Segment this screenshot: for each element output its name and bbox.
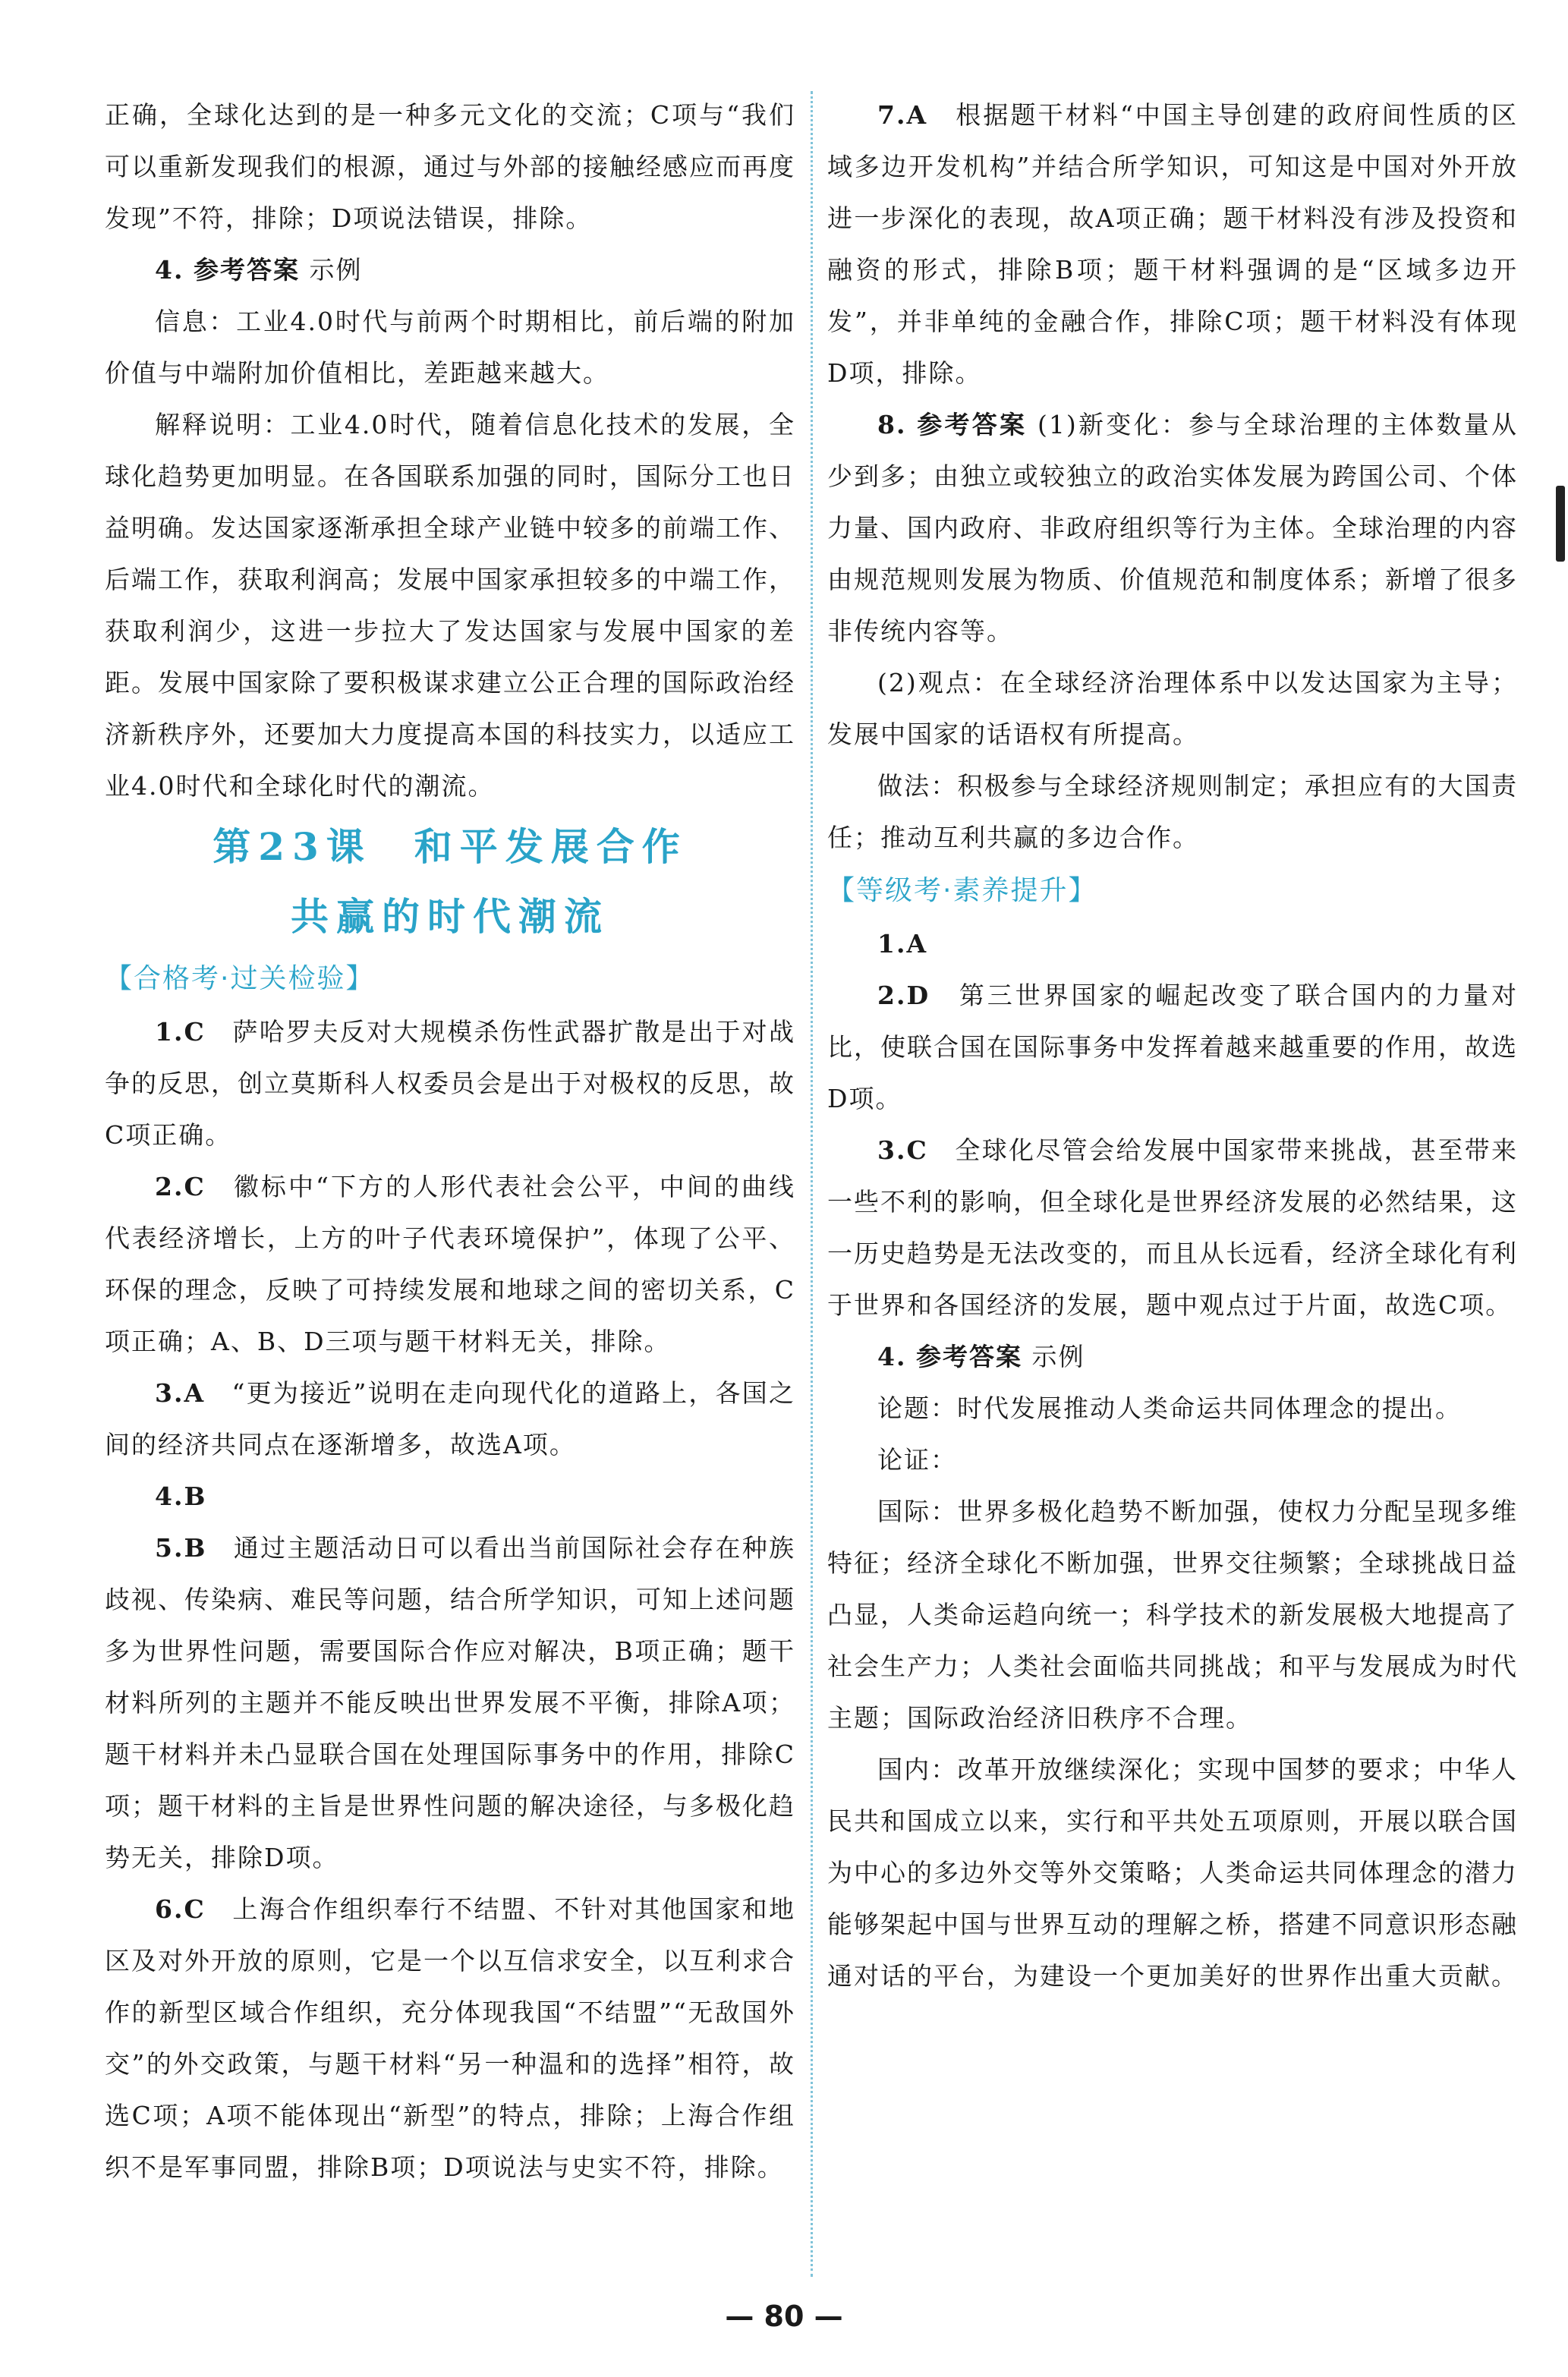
answer-item xyxy=(105,244,795,296)
answer-number: 8. xyxy=(877,410,907,439)
reference-answer-label: 参考答案 xyxy=(917,410,1028,439)
lesson-title-line2: 共赢的时代潮流 xyxy=(291,894,609,939)
reference-answer-label: 参考答案 xyxy=(915,1342,1022,1371)
continued-paragraph: 正确，全球化达到的是一种多元文化的交流；C项与“我们可以重新发现我们的根源，通过与外部的接触经感应而再度发现”不符，排除；D项说法错误，排除。 xyxy=(105,100,795,233)
answer-text: 萨哈罗夫反对大规模杀伤性武器扩散是出于对战争的反思，创立莫斯科人权委员会是出于对极权的反思，故C项正确。 xyxy=(105,1017,796,1150)
answer-item xyxy=(827,1331,1518,1383)
answer-number: 7.A xyxy=(877,100,928,130)
answer-text: 示例 xyxy=(309,255,363,285)
answer-item xyxy=(827,918,1518,970)
thesis-paragraph: 论题：时代发展推动人类命运共同体理念的提出。 xyxy=(877,1393,1462,1423)
answer-paragraph: (2)观点：在全球经济治理体系中以发达国家为主导；发展中国家的话语权有所提高。 xyxy=(827,668,1518,749)
answer-item xyxy=(105,1522,795,1884)
answer-number: 1.A xyxy=(877,929,928,959)
answer-number: 2.C xyxy=(155,1172,206,1201)
answer-text: 第三世界国家的崛起改变了联合国内的力量对比，使联合国在国际事务中发挥着越来越重要的作用，故选D项。 xyxy=(827,981,1519,1113)
reference-answer-label: 参考答案 xyxy=(193,255,300,285)
argument-label: 论证： xyxy=(877,1445,957,1475)
answer-text: 示例 xyxy=(1031,1342,1085,1371)
answer-text: 通过主题活动日可以看出当前国际社会存在种族歧视、传染病、难民等问题，结合所学知识，可知上述问题多为世界性问题，需要国际合作应对解决，B项正确；题干材料所列的主题并不能反映出世界发展不平衡，排除A项；题干材料并未凸显联合国在处理国际事务中的作用，排除C项；题干材料的主旨是世界性问题的解决途径，与多极化趋势无关，排除D项。 xyxy=(105,1533,796,1872)
answer-item xyxy=(827,399,1518,657)
answer-text: 根据题干材料“中国主导创建的政府间性质的区域多边开发机构”并结合所学知识，可知这是中国对外开放进一步深化的表现，故A项正确；题干材料没有涉及投资和融资的形式，排除B项；题干材料强调的是“区域多边开发”，并非单纯的金融合作，排除C项；题干材料没有体现D项，排除。 xyxy=(827,100,1518,388)
answer-item xyxy=(105,1006,795,1161)
page-number: — 80 — xyxy=(725,2300,843,2333)
lesson-number: 第23课 xyxy=(213,824,372,869)
answer-text: (1)新变化：参与全球治理的主体数量从少到多；由独立或较独立的政治实体发展为跨国公司、个体力量、国内政府、非政府组织等行为主体。全球治理的内容由规范规则发展为物质、价值规范和制度体系；新增了很多非传统内容等。 xyxy=(827,410,1519,646)
answer-text: “更为接近”说明在走向现代化的道路上，各国之间的经济共同点在逐渐增多，故选A项。 xyxy=(105,1378,795,1459)
answer-number: 3.A xyxy=(155,1378,206,1408)
lesson-title-line1 xyxy=(105,812,795,882)
answer-number: 4. xyxy=(877,1342,907,1371)
lesson-name-part1: 和平发展合作 xyxy=(414,824,688,869)
answer-number: 2.D xyxy=(877,981,930,1010)
left-column xyxy=(105,90,795,2193)
answer-number: 5.B xyxy=(155,1533,207,1563)
column-divider xyxy=(811,91,813,2277)
answer-number: 3.C xyxy=(877,1135,928,1165)
answer-number: 4. xyxy=(155,255,184,285)
explanation-paragraph: 解释说明：工业4.0时代，随着信息化技术的发展，全球化趋势更加明显。在各国联系加强的同时，国际分工也日益明确。发达国家逐渐承担全球产业链中较多的前端工作、后端工作，获取利润高；发展中国家承担较多的中端工作，获取利润少，这进一步拉大了发达国家与发展中国家的差距。发展中国家除了要积极谋求建立公正合理的国际政治经济新秩序外，还要加大力度提高本国的科技实力，以适应工业4.0时代和全球化时代的潮流。 xyxy=(105,410,795,801)
answer-item xyxy=(827,1125,1518,1331)
answer-number: 1.C xyxy=(155,1017,206,1047)
section-heading-advanced: 【等级考·素养提升】 xyxy=(827,875,1097,906)
answer-text: 上海合作组织奉行不结盟、不针对其他国家和地区及对外开放的原则，它是一个以互信求安全，以互利求合作的新型区域合作组织，充分体现我国“不结盟”“无敌国外交”的外交政策，与题干材料“另一种温和的选择”相符，故选C项；A项不能体现出“新型”的特点，排除；上海合作组织不是军事同盟，排除B项；D项说法与史实不符，排除。 xyxy=(105,1894,796,2182)
answer-item xyxy=(105,1884,795,2193)
answer-number: 4.B xyxy=(155,1481,207,1511)
domestic-paragraph: 国内：改革开放继续深化；实现中国梦的要求；中华人民共和国成立以来，实行和平共处五项原则，开展以联合国为中心的多边外交等外交策略；人类命运共同体理念的潜力能够架起中国与世界互动的理解之桥，搭建不同意识形态融通对话的平台，为建设一个更加美好的世界作出重大贡献。 xyxy=(827,1755,1518,1991)
page-edge-mark xyxy=(1556,486,1565,562)
section-heading-basic: 【合格考·过关检验】 xyxy=(105,963,375,994)
answer-text: 徽标中“下方的人形代表社会公平，中间的曲线代表经济增长，上方的叶子代表环境保护”，体现了公平、环保的理念，反映了可持续发展和地球之间的密切关系，C项正确；A、B、D三项与题干材料无关，排除。 xyxy=(105,1172,796,1356)
answer-item xyxy=(827,970,1518,1125)
answer-number: 6.C xyxy=(155,1894,206,1924)
answer-item xyxy=(105,1368,795,1471)
info-paragraph: 信息：工业4.0时代与前两个时期相比，前后端的附加价值与中端附加价值相比，差距越来越大。 xyxy=(105,307,795,388)
right-column xyxy=(827,90,1518,2002)
international-paragraph: 国际：世界多极化趋势不断加强，使权力分配呈现多维特征；经济全球化不断加强，世界交往频繁；全球挑战日益凸显，人类命运趋向统一；科学技术的新发展极大地提高了社会生产力；人类社会面临共同挑战；和平与发展成为时代主题；国际政治经济旧秩序不合理。 xyxy=(827,1497,1518,1733)
answer-item xyxy=(105,1471,795,1522)
answer-text: 全球化尽管会给发展中国家带来挑战，甚至带来一些不利的影响，但全球化是世界经济发展的必然结果，这一历史趋势是无法改变的，而且从长远看，经济全球化有利于世界和各国经济的发展，题中观点过于片面，故选C项。 xyxy=(827,1135,1519,1320)
answer-paragraph: 做法：积极参与全球经济规则制定；承担应有的大国责任；推动互利共赢的多边合作。 xyxy=(827,771,1518,852)
answer-item xyxy=(827,90,1518,399)
answer-item xyxy=(105,1161,795,1368)
